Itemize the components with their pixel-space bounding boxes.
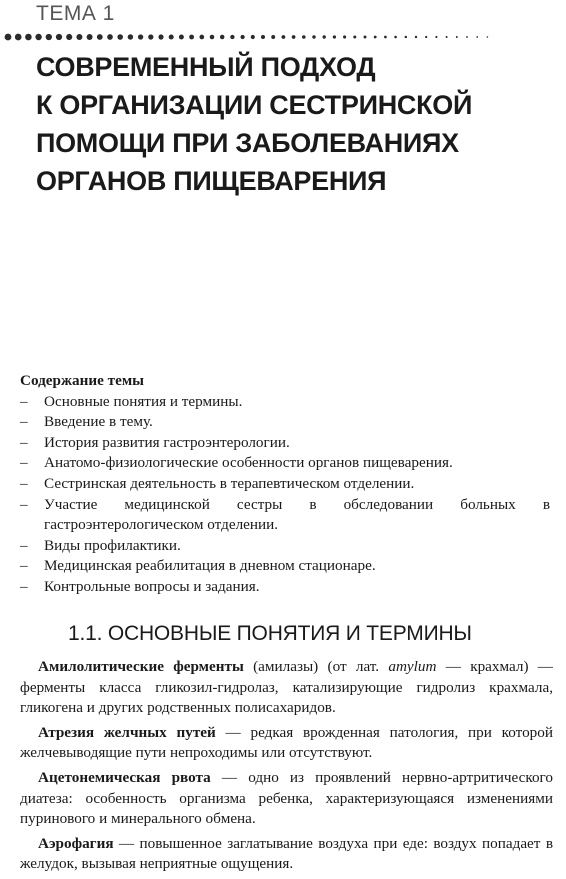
divider-dot <box>384 36 387 39</box>
chapter-title-line: СОВРЕМЕННЫЙ ПОДХОД <box>36 52 376 82</box>
contents-item <box>20 392 550 413</box>
dash-marker: – <box>20 577 28 595</box>
dash-marker: – <box>20 536 28 554</box>
dash-marker: – <box>20 433 28 451</box>
contents-item-text: Введение в тему. <box>44 413 153 431</box>
divider-dot <box>302 35 306 39</box>
divider-dot <box>405 36 407 38</box>
dash-marker: – <box>20 474 28 492</box>
contents-item <box>20 556 550 577</box>
term-entry <box>20 657 553 719</box>
divider-dot <box>87 34 93 40</box>
divider-dot <box>138 34 143 39</box>
divider-dot <box>128 34 133 39</box>
term-name: Аэрофагия <box>38 834 114 852</box>
divider-dot <box>281 35 285 39</box>
divider-dot <box>456 36 458 38</box>
term-latin: amylum <box>388 658 437 675</box>
chapter-title-line: ПОМОЩИ ПРИ ЗАБОЛЕВАНИЯХ <box>36 128 459 158</box>
term-entry <box>20 768 553 830</box>
contents-item-text: Медицинская реабилитация в дневном стационаре. <box>44 557 376 575</box>
divider-dot <box>333 35 336 38</box>
term-entry <box>20 723 553 764</box>
divider-dot <box>148 34 153 39</box>
divider-dot <box>343 35 346 38</box>
term-definition: — редкая врожденная патология, при которой желчевыводящие пути непроходимы или отсутствуют. <box>20 723 553 762</box>
contents-list <box>20 392 550 598</box>
divider-dot <box>189 35 194 40</box>
divider-dot <box>35 34 41 40</box>
divider-dot <box>425 36 427 38</box>
contents-item-text: Контрольные вопросы и задания. <box>44 577 260 595</box>
terms-block <box>20 657 553 879</box>
contents-item-text: Участие медицинской сестры в обследовании больных в гастроэнтерологическом отделении. <box>44 495 550 534</box>
divider-dot <box>364 36 367 39</box>
chapter-title-line: К ОРГАНИЗАЦИИ СЕСТРИНСКОЙ <box>36 90 473 120</box>
dash-marker: – <box>20 392 28 410</box>
divider-dot <box>446 36 448 38</box>
dash-marker: – <box>20 454 28 472</box>
term-definition: — крахмал) — ферменты класса гликозил-гидролаз, катализирующие гидролиз крахмала, гликогена и других родственных полисахаридов. <box>20 658 553 717</box>
divider-dot <box>107 34 113 40</box>
contents-item <box>20 433 550 454</box>
contents-item <box>20 474 550 495</box>
term-definition: — одно из проявлений нервно-артритического диатеза: особенность организма ребенка, характеризующаяся изменениями пуринового и минерального обмена. <box>20 768 553 828</box>
divider-dot <box>76 34 82 40</box>
section-title: 1.1. ОСНОВНЫЕ ПОНЯТИЯ И ТЕРМИНЫ <box>68 622 472 645</box>
topic-label: ТЕМА 1 <box>36 2 115 25</box>
divider-dot <box>323 35 326 38</box>
term-definition: (амилазы) (от лат. <box>243 658 389 675</box>
contents-item <box>20 412 550 433</box>
divider-dot <box>312 35 315 38</box>
divider-dot <box>220 35 224 39</box>
chapter-title-line: ОРГАНОВ ПИЩЕВАРЕНИЯ <box>36 166 387 196</box>
divider-dot <box>15 34 22 41</box>
divider-dot <box>117 34 123 40</box>
term-name: Амилолитические ферменты <box>38 658 244 675</box>
contents-item-text: История развития гастроэнтерологии. <box>44 433 290 451</box>
divider-dot <box>415 36 417 38</box>
dash-marker: – <box>20 557 28 575</box>
divider-dot <box>97 34 103 40</box>
contents-item-text: Основные понятия и термины. <box>44 392 243 410</box>
divider-dot <box>25 34 32 41</box>
divider-dot <box>199 35 204 40</box>
chapter-title <box>36 48 546 200</box>
divider-dot <box>487 36 489 38</box>
divider-dot <box>476 36 478 38</box>
divider-dot <box>210 35 215 40</box>
divider-dot <box>251 35 255 39</box>
divider-dot <box>5 34 12 41</box>
divider-dot <box>353 35 356 38</box>
dotted-divider <box>4 32 504 42</box>
divider-dot <box>230 35 234 39</box>
term-name: Ацетонемическая рвота <box>38 768 211 786</box>
contents-block <box>20 371 550 598</box>
divider-dot <box>56 34 62 40</box>
dash-marker: – <box>20 413 28 431</box>
divider-dot <box>169 34 174 39</box>
contents-item <box>20 453 550 474</box>
divider-dot <box>66 34 72 40</box>
divider-dot <box>292 35 296 39</box>
divider-dot <box>374 36 377 39</box>
term-name: Атрезия желчных путей <box>38 723 216 741</box>
divider-dot <box>394 36 397 39</box>
divider-dot <box>46 34 52 40</box>
divider-dot <box>271 35 275 39</box>
contents-item-text: Анатомо-физиологические особенности органов пищеварения. <box>44 454 453 472</box>
dash-marker: – <box>20 495 28 513</box>
divider-dot <box>261 35 265 39</box>
divider-dot <box>158 34 163 39</box>
term-entry <box>20 834 553 875</box>
contents-item <box>20 495 550 536</box>
divider-dot <box>240 35 244 39</box>
contents-item <box>20 536 550 557</box>
term-definition: — повышенное заглатывание воздуха при еде: воздух попадает в желудок, вызывая неприятные ощущения. <box>20 834 553 873</box>
contents-heading: Содержание темы <box>20 372 145 389</box>
contents-item <box>20 577 550 598</box>
divider-dot <box>435 36 437 38</box>
contents-item-text: Виды профилактики. <box>44 536 181 554</box>
divider-dot <box>179 35 184 40</box>
contents-item-text: Сестринская деятельность в терапевтическом отделении. <box>44 474 415 492</box>
divider-dot <box>466 36 468 38</box>
